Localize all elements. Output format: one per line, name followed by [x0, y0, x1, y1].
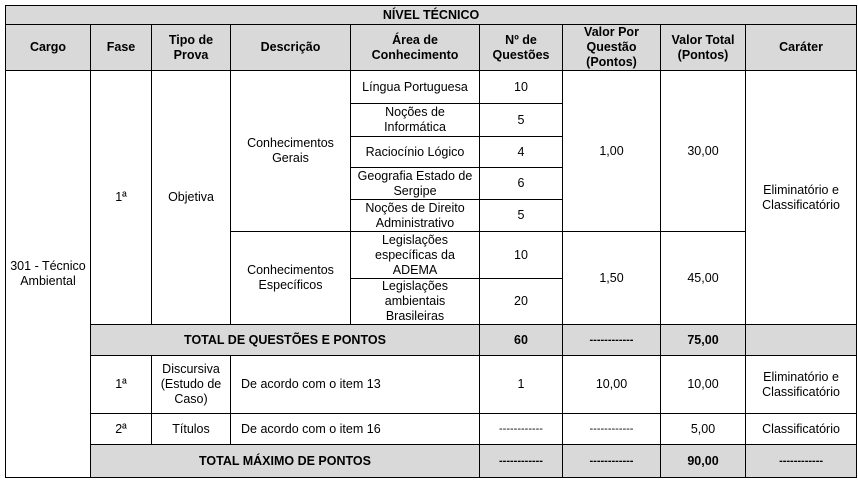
especificos-valor-por-questao: 1,50: [563, 232, 661, 325]
discursiva-valor-total: 10,00: [661, 356, 746, 414]
titulos-questoes: ------------: [480, 414, 563, 445]
exam-table: [5, 5, 857, 478]
questoes-cell: 5: [480, 104, 563, 137]
titulos-valor-total: 5,00: [661, 414, 746, 445]
total-maximo-questoes: ------------: [480, 445, 563, 478]
discursiva-tipo: Discursiva (Estudo de Caso): [152, 356, 231, 414]
total-objetiva-carater: [746, 325, 857, 356]
objetiva-tipo: Objetiva: [152, 71, 231, 325]
gerais-descricao: Conhecimentos Gerais: [231, 71, 351, 232]
questoes-cell: 10: [480, 232, 563, 279]
total-maximo-valor-por-questao: ------------: [563, 445, 661, 478]
especificos-valor-total: 45,00: [661, 232, 746, 325]
questoes-cell: 20: [480, 279, 563, 325]
header-tipo-prova: Tipo de Prova: [152, 25, 231, 71]
discursiva-questoes: 1: [480, 356, 563, 414]
header-cargo: Cargo: [6, 25, 91, 71]
titulos-descricao: De acordo com o item 16: [231, 414, 480, 445]
titulos-fase: 2ª: [91, 414, 152, 445]
total-row: [6, 325, 857, 356]
titulos-valor-por-questao: ------------: [563, 414, 661, 445]
discursiva-fase: 1ª: [91, 356, 152, 414]
questoes-cell: 4: [480, 137, 563, 168]
area-cell: Geografia Estado de Sergipe: [351, 168, 480, 200]
discursiva-descricao: De acordo com o item 13: [231, 356, 480, 414]
gerais-valor-total: 30,00: [661, 71, 746, 232]
gerais-valor-por-questao: 1,00: [563, 71, 661, 232]
discursiva-valor-por-questao: 10,00: [563, 356, 661, 414]
total-maximo-valor-total: 90,00: [661, 445, 746, 478]
title-row: [6, 6, 857, 25]
discursiva-carater: Eliminatório e Classificatório: [746, 356, 857, 414]
header-num-questoes: Nº de Questões: [480, 25, 563, 71]
objetiva-carater: Eliminatório e Classificatório: [746, 71, 857, 325]
header-fase: Fase: [91, 25, 152, 71]
table-row: [6, 414, 857, 445]
header-row: [6, 25, 857, 71]
area-cell: Legislações ambientais Brasileiras: [351, 279, 480, 325]
area-cell: Legislações específicas da ADEMA: [351, 232, 480, 279]
total-maximo-row: [6, 445, 857, 478]
titulos-carater: Classificatório: [746, 414, 857, 445]
area-cell: Noções de Direito Administrativo: [351, 200, 480, 232]
total-objetiva-valor-por-questao: ------------: [563, 325, 661, 356]
total-objetiva-valor-total: 75,00: [661, 325, 746, 356]
header-area: Área de Conhecimento: [351, 25, 480, 71]
area-cell: Raciocínio Lógico: [351, 137, 480, 168]
table-row: [6, 356, 857, 414]
area-cell: Língua Portuguesa: [351, 71, 480, 104]
header-carater: Caráter: [746, 25, 857, 71]
questoes-cell: 5: [480, 200, 563, 232]
header-descricao: Descrição: [231, 25, 351, 71]
questoes-cell: 10: [480, 71, 563, 104]
especificos-descricao: Conhecimentos Específicos: [231, 232, 351, 325]
total-objetiva-questoes: 60: [480, 325, 563, 356]
total-maximo-carater: ------------: [746, 445, 857, 478]
total-maximo-label: TOTAL MÁXIMO DE PONTOS: [91, 445, 480, 478]
questoes-cell: 6: [480, 168, 563, 200]
objetiva-fase: 1ª: [91, 71, 152, 325]
table-row: [6, 71, 857, 104]
titulos-tipo: Títulos: [152, 414, 231, 445]
total-objetiva-label: TOTAL DE QUESTÕES E PONTOS: [91, 325, 480, 356]
table-title: NÍVEL TÉCNICO: [6, 6, 857, 25]
header-valor-total: Valor Total (Pontos): [661, 25, 746, 71]
header-valor-por-questao: Valor Por Questão (Pontos): [563, 25, 661, 71]
area-cell: Noções de Informática: [351, 104, 480, 137]
cargo-cell: 301 - Técnico Ambiental: [6, 71, 91, 478]
